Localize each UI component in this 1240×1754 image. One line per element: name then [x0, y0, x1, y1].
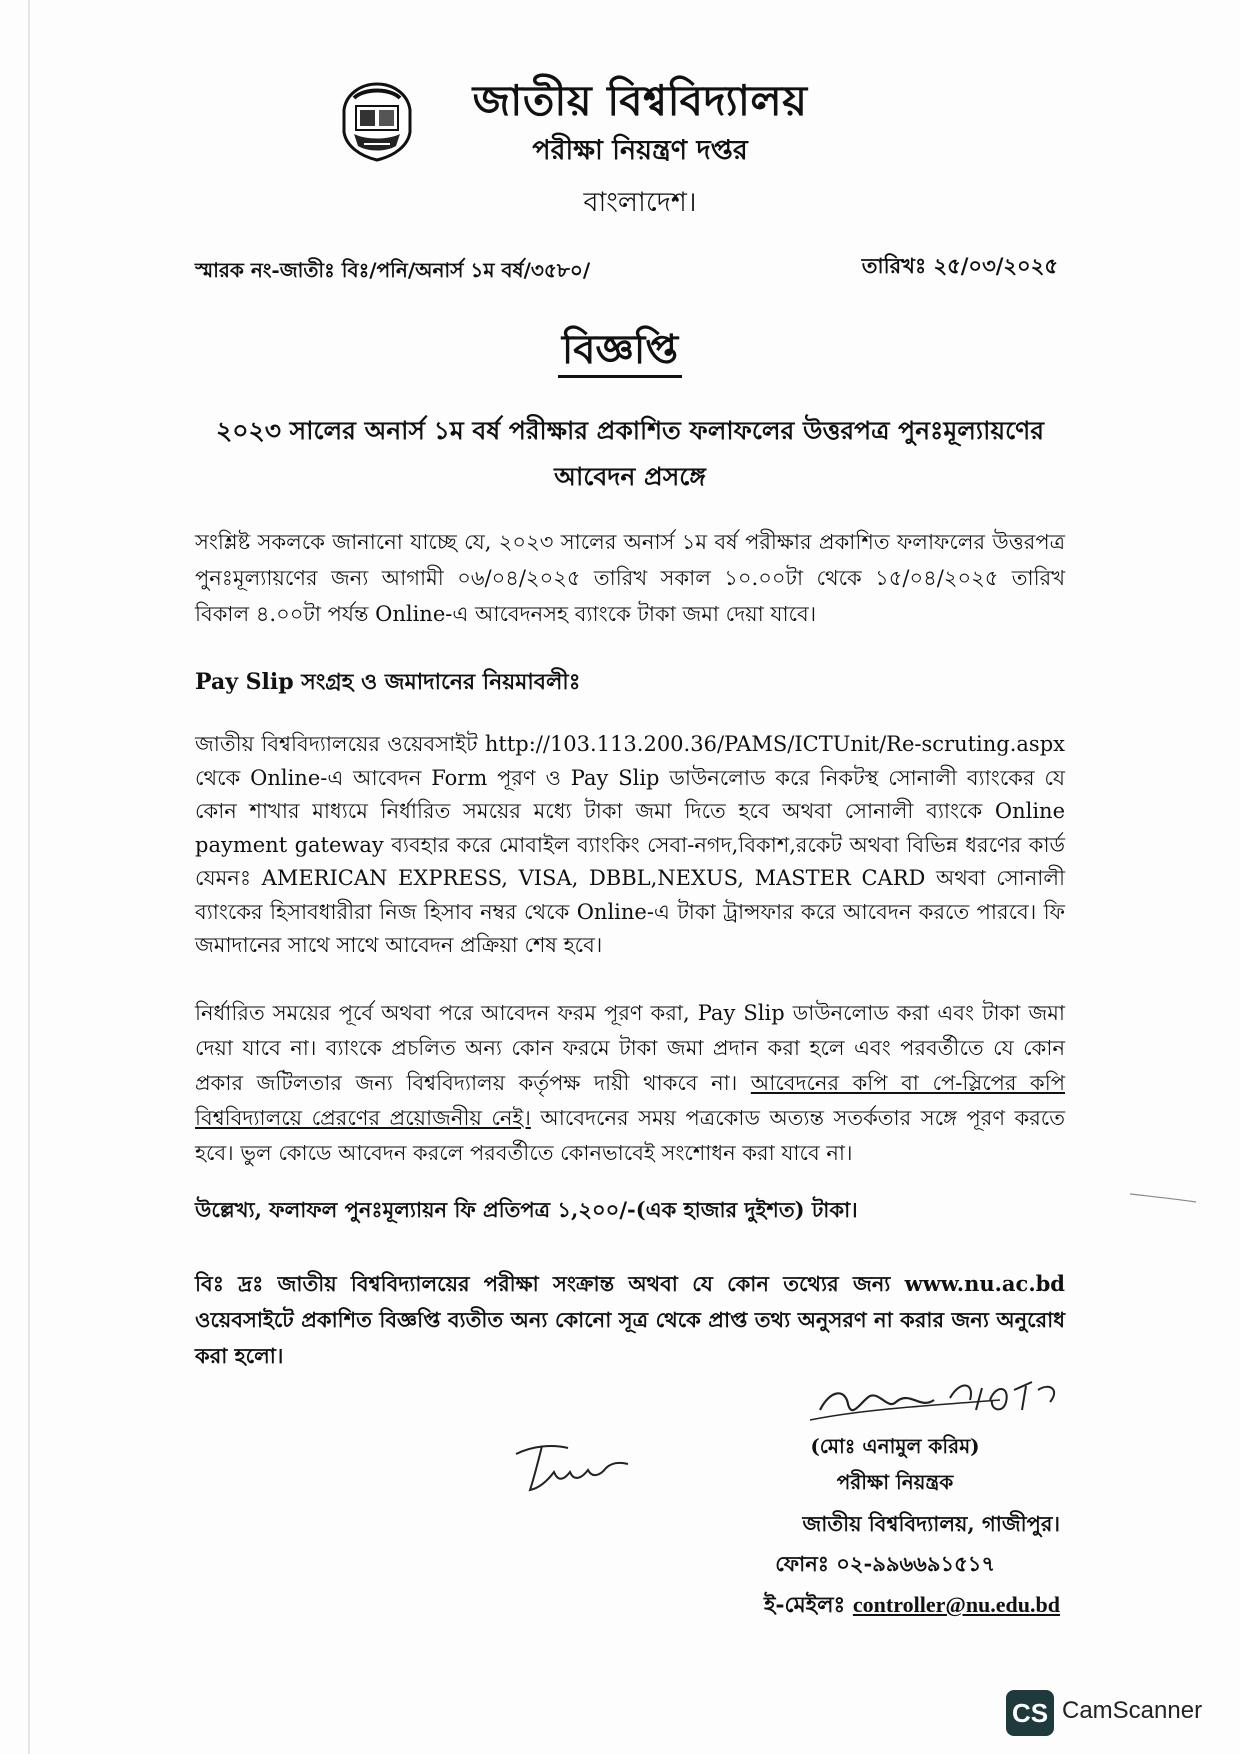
- conditions-underlined: আবেদনের কপি বা পে-স্লিপের কপি বিশ্ববিদ্যালয়ে প্রেরণের প্রয়োজনীয় নেই।: [195, 1071, 1065, 1130]
- camscanner-watermark: CamScanner: [1062, 1697, 1203, 1724]
- paragraph-note: বিঃ দ্রঃ জাতীয় বিশ্ববিদ্যালয়ের পরীক্ষা সংক্রান্ত অথবা যে কোন তথ্যের জন্য www.nu.ac.bd ওয়েবসাইটে প্রকাশিত বিজ্ঞপ্তি ব্যতীত অন্য কোনো সূত্র থেকে প্রাপ্ত তথ্য অনুসরণ না করার জন্য অনুরোধ করা হলো।: [195, 1271, 1065, 1368]
- initial-signature-icon: [512, 1432, 632, 1502]
- notice-heading-text: বিজ্ঞপ্তি: [558, 326, 682, 378]
- signer-organization: জাতীয় বিশ্ববিদ্যালয়, গাজীপুর।: [802, 1511, 1060, 1536]
- signer-phone: ফোনঃ ০২-৯৯৬৬৯১৫১৭: [775, 1551, 995, 1576]
- memo-reference: স্মারক নং-জাতীঃ বিঃ/পনি/অনার্স ১ম বর্ষ/৩৫৮০/: [195, 258, 591, 282]
- signer-name: (মোঃ এনামুল করিম): [810, 1434, 980, 1458]
- country-name: বাংলাদেশ।: [583, 187, 697, 218]
- signer-email: [690, 1588, 1060, 1625]
- scan-mark: [1128, 1190, 1198, 1204]
- paragraph-conditions: [195, 996, 1065, 1171]
- email-link[interactable]: controller@nu.edu.bd: [852, 1592, 1060, 1617]
- paragraph-instructions: জাতীয় বিশ্ববিদ্যালয়ের ওয়েবসাইট http://103.113.200.36/PAMS/ICTUnit/Re-scruting.aspx থেকে Online-এ আবেদন Form পূরণ ও Pay Slip ডাউনলোড করে নিকটস্থ সোনালী ব্যাংকের যে কোন শাখার মাধ্যমে নির্ধারিত সময়ের মধ্যে টাকা জমা দিতে হবে অথবা সোনালী ব্যাংকে Online payment gateway ব্যবহার করে মোবাইল ব্যাংকিং সেবা-নগদ,বিকাশ,রকেট অথবা বিভিন্ন ধরণের কার্ড যেমনঃ AMERICAN EXPRESS, VISA, DBBL,NEXUS, MASTER CARD অথবা সোনালী ব্যাংকের হিসাবধারীরা নিজ হিসাব নম্বর থেকে Online-এ টাকা ট্রান্সফার করে আবেদন করতে পারবে। ফি জমাদানের সাথে সাথে আবেদন প্রক্রিয়া শেষ হবে।: [195, 732, 1065, 957]
- conditions-text-b: আবেদনের সময় পত্রকোড অত্যন্ত সতর্কতার সঙ্গে পূরণ করতে হবে। ভুল কোডে আবেদন করলে পরবর্তীতে কোনভাবেই সংশোধন করা যাবে না।: [195, 1106, 1065, 1165]
- email-label: ই-মেইলঃ: [763, 1592, 853, 1618]
- signer-title: পরীক্ষা নিয়ন্ত্রক: [836, 1470, 954, 1494]
- handwritten-signature-icon: [800, 1370, 1070, 1440]
- university-name: জাতীয় বিশ্ববিদ্যালয়: [472, 76, 808, 125]
- paragraph-fee: উল্লেখ্য, ফলাফল পুনঃমূল্যায়ন ফি প্রতিপত্র ১,২০০/-(এক হাজার দুইশত) টাকা।: [195, 1197, 858, 1222]
- university-seal-icon: [338, 80, 416, 162]
- scan-edge: [28, 0, 30, 1754]
- conditions-text-a: নির্ধারিত সময়ের পূর্বে অথবা পরে আবেদন ফরম পূরণ করা, Pay Slip ডাউনলোড করা এবং টাকা জমা দেয়া যাবে না। ব্যাংকে প্রচলিত অন্য কোন ফরমে টাকা জমা প্রদান করা হলে এবং পরবর্তীতে যে কোন প্রকার জটিলতার জন্য বিশ্ববিদ্যালয় কর্তৃপক্ষ দায়ী থাকবে না।: [195, 1001, 1065, 1095]
- notice-subject: ২০২৩ সালের অনার্স ১ম বর্ষ পরীক্ষার প্রকাশিত ফলাফলের উত্তরপত্র পুনঃমূল্যায়ণের আবেদন প্রসঙ্গে: [215, 416, 1045, 491]
- paragraph-pay-slip-heading: Pay Slip সংগ্রহ ও জমাদানের নিয়মাবলীঃ: [195, 669, 581, 695]
- memo-date: তারিখঃ ২৫/০৩/২০২৫: [861, 253, 1058, 278]
- paragraph-intro: সংশ্লিষ্ট সকলকে জানানো যাচ্ছে যে, ২০২৩ সালের অনার্স ১ম বর্ষ পরীক্ষার প্রকাশিত ফলাফলের উত্তরপত্র পুনঃমূল্যায়ণের জন্য আগামী ০৬/০৪/২০২৫ তারিখ সকাল ১০.০০টা থেকে ১৫/০৪/২০২৫ তারিখ বিকাল ৪.০০টা পর্যন্ত Online-এ আবেদনসহ ব্যাংকে টাকা জমা দেয়া যাবে।: [195, 530, 1065, 626]
- camscanner-logo-icon: CS: [1006, 1690, 1054, 1736]
- office-name: পরীক্ষা নিয়ন্ত্রণ দপ্তর: [532, 135, 748, 166]
- notice-heading: [0, 318, 1240, 385]
